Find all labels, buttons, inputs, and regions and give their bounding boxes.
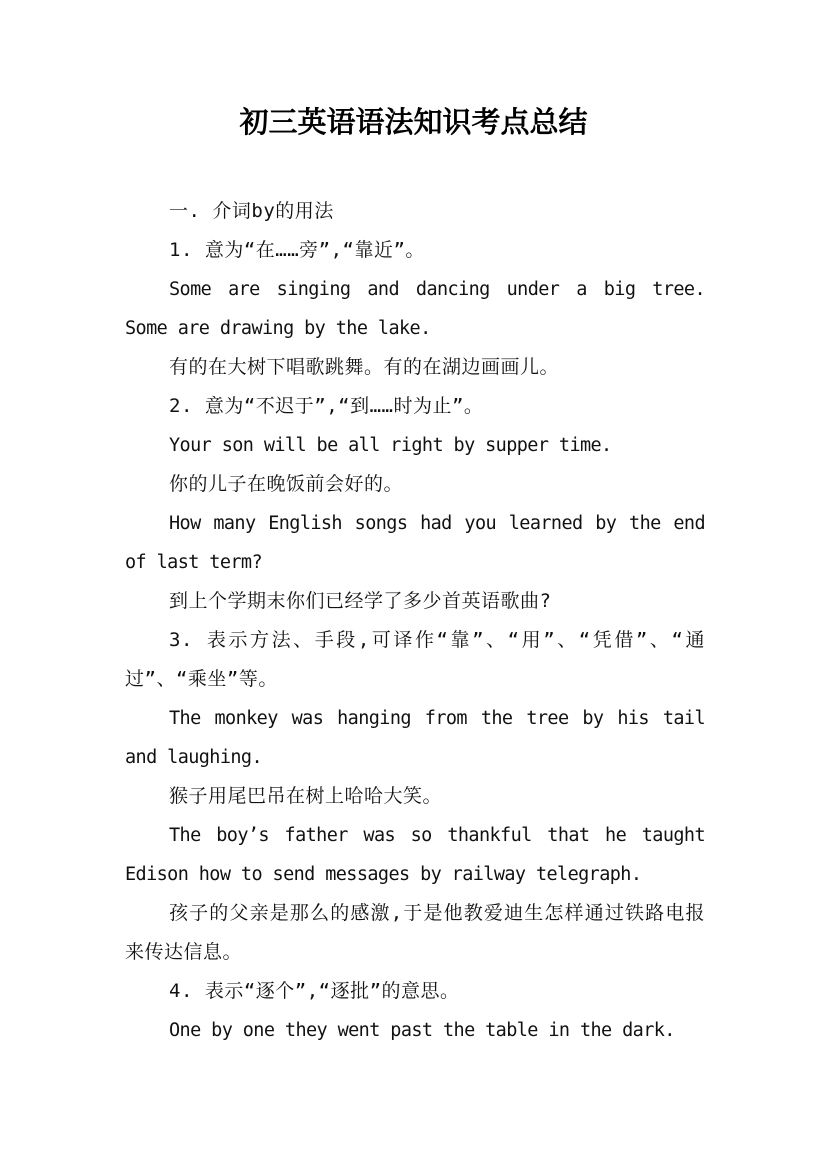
example-translation: 猴子用尾巴吊在树上哈哈大笑。 bbox=[169, 785, 443, 807]
example-english: Some are singing and dancing under a big tree. Some are drawing by the lake. bbox=[125, 279, 705, 339]
document-body bbox=[125, 192, 705, 1050]
rule-item: 3. 表示方法、手段,可译作“靠”、“用”、“凭借”、“通过”、“乘坐”等。 bbox=[125, 629, 705, 690]
rule-item: 2. 意为“不迟于”,“到……时为止”。 bbox=[169, 395, 484, 417]
example-english: Your son will be all right by supper time. bbox=[169, 435, 612, 456]
example-translation: 孩子的父亲是那么的感激,于是他教爱迪生怎样通过铁路电报来传达信息。 bbox=[125, 902, 705, 963]
example-english: How many English songs had you learned by the end of last term? bbox=[125, 513, 705, 573]
example-translation: 有的在大树下唱歌跳舞。有的在湖边画画儿。 bbox=[169, 356, 560, 378]
example-english: The monkey was hanging from the tree by his tail and laughing. bbox=[125, 708, 705, 768]
example-translation: 到上个学期末你们已经学了多少首英语歌曲? bbox=[169, 590, 552, 612]
rule-item: 4. 表示“逐个”,“逐批”的意思。 bbox=[169, 980, 460, 1002]
rule-item: 1. 意为“在……旁”,“靠近”。 bbox=[169, 239, 425, 261]
document-title: 初三英语语法知识考点总结 bbox=[239, 105, 588, 139]
example-translation: 你的儿子在晚饭前会好的。 bbox=[169, 473, 404, 495]
example-english: The boy’s father was so thankful that he taught Edison how to send messages by railway telegraph. bbox=[125, 825, 705, 885]
section-heading: 一. 介词by的用法 bbox=[169, 200, 334, 222]
example-english: One by one they went past the table in the dark. bbox=[169, 1020, 675, 1041]
